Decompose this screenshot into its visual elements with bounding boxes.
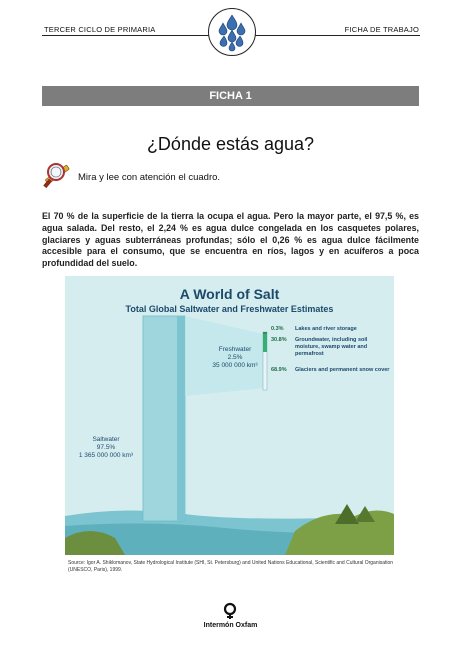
freshwater-name: Freshwater bbox=[218, 346, 252, 353]
header-divider-right bbox=[252, 35, 420, 36]
freshwater-label bbox=[205, 346, 265, 370]
breakdown-pct-lakes: 0.3% bbox=[271, 326, 284, 332]
water-infographic bbox=[65, 276, 394, 555]
breakdown-label-glaciers: Glaciers and permanent snow cover bbox=[295, 367, 390, 373]
water-drops-logo-icon bbox=[208, 8, 256, 56]
infographic-drawing bbox=[65, 276, 394, 555]
infographic-subtitle: Total Global Saltwater and Freshwater Estimates bbox=[125, 304, 334, 314]
header-right: FICHA DE TRABAJO bbox=[344, 25, 419, 34]
breakdown-label-lakes: Lakes and river storage bbox=[295, 326, 357, 332]
footer-org: Intermón Oxfam bbox=[203, 622, 258, 629]
header-left: TERCER CICLO DE PRIMARIA bbox=[44, 25, 156, 34]
breakdown-label-groundwater: Groundwater, including soil moisture, swamp water and permafrost bbox=[295, 337, 368, 357]
page-title: ¿Dónde estás agua? bbox=[146, 134, 315, 154]
saltwater-label bbox=[69, 436, 143, 460]
ficha-label-bar: FICHA 1 bbox=[42, 86, 419, 106]
breakdown-pct-glaciers: 68.9% bbox=[271, 367, 287, 373]
saltwater-name: Saltwater bbox=[92, 436, 120, 443]
source-note: Source: Igor A. Shiklomanov, State Hydrological Institute (SHI, St. Petersburg) and United Nations Educational, Scientific and Cultural Organisation (UNESCO, Paris), 1999. bbox=[68, 560, 394, 573]
freshwater-pct: 2.5% bbox=[227, 354, 243, 361]
intro-paragraph: El 70 % de la superficie de la tierra la ocupa el agua. Pero la mayor parte, el 97,5 %, es agua salada. Del resto, el 2,24 % es agua dulce congelada en los casquetes polares, glaciares y aguas subterráneas profundas; sólo el 0,26 % es agua dulce fácilmente accesible para el consumo, que se encuentra en ríos, lagos y en acuíferos a poca profundidad del suelo. bbox=[42, 211, 419, 269]
infographic-title: A World of Salt bbox=[179, 286, 280, 302]
header-divider-left bbox=[42, 35, 212, 36]
saltwater-pct: 97.5% bbox=[96, 444, 116, 451]
oxfam-logo-icon bbox=[221, 602, 239, 620]
instruction-text: Mira y lee con atención el cuadro. bbox=[78, 172, 221, 183]
freshwater-volume: 35 000 000 km³ bbox=[212, 362, 258, 369]
magnifier-pencil-icon bbox=[40, 158, 74, 190]
saltwater-volume: 1 365 000 000 km³ bbox=[78, 452, 134, 459]
breakdown-pct-groundwater: 30.8% bbox=[271, 337, 287, 343]
